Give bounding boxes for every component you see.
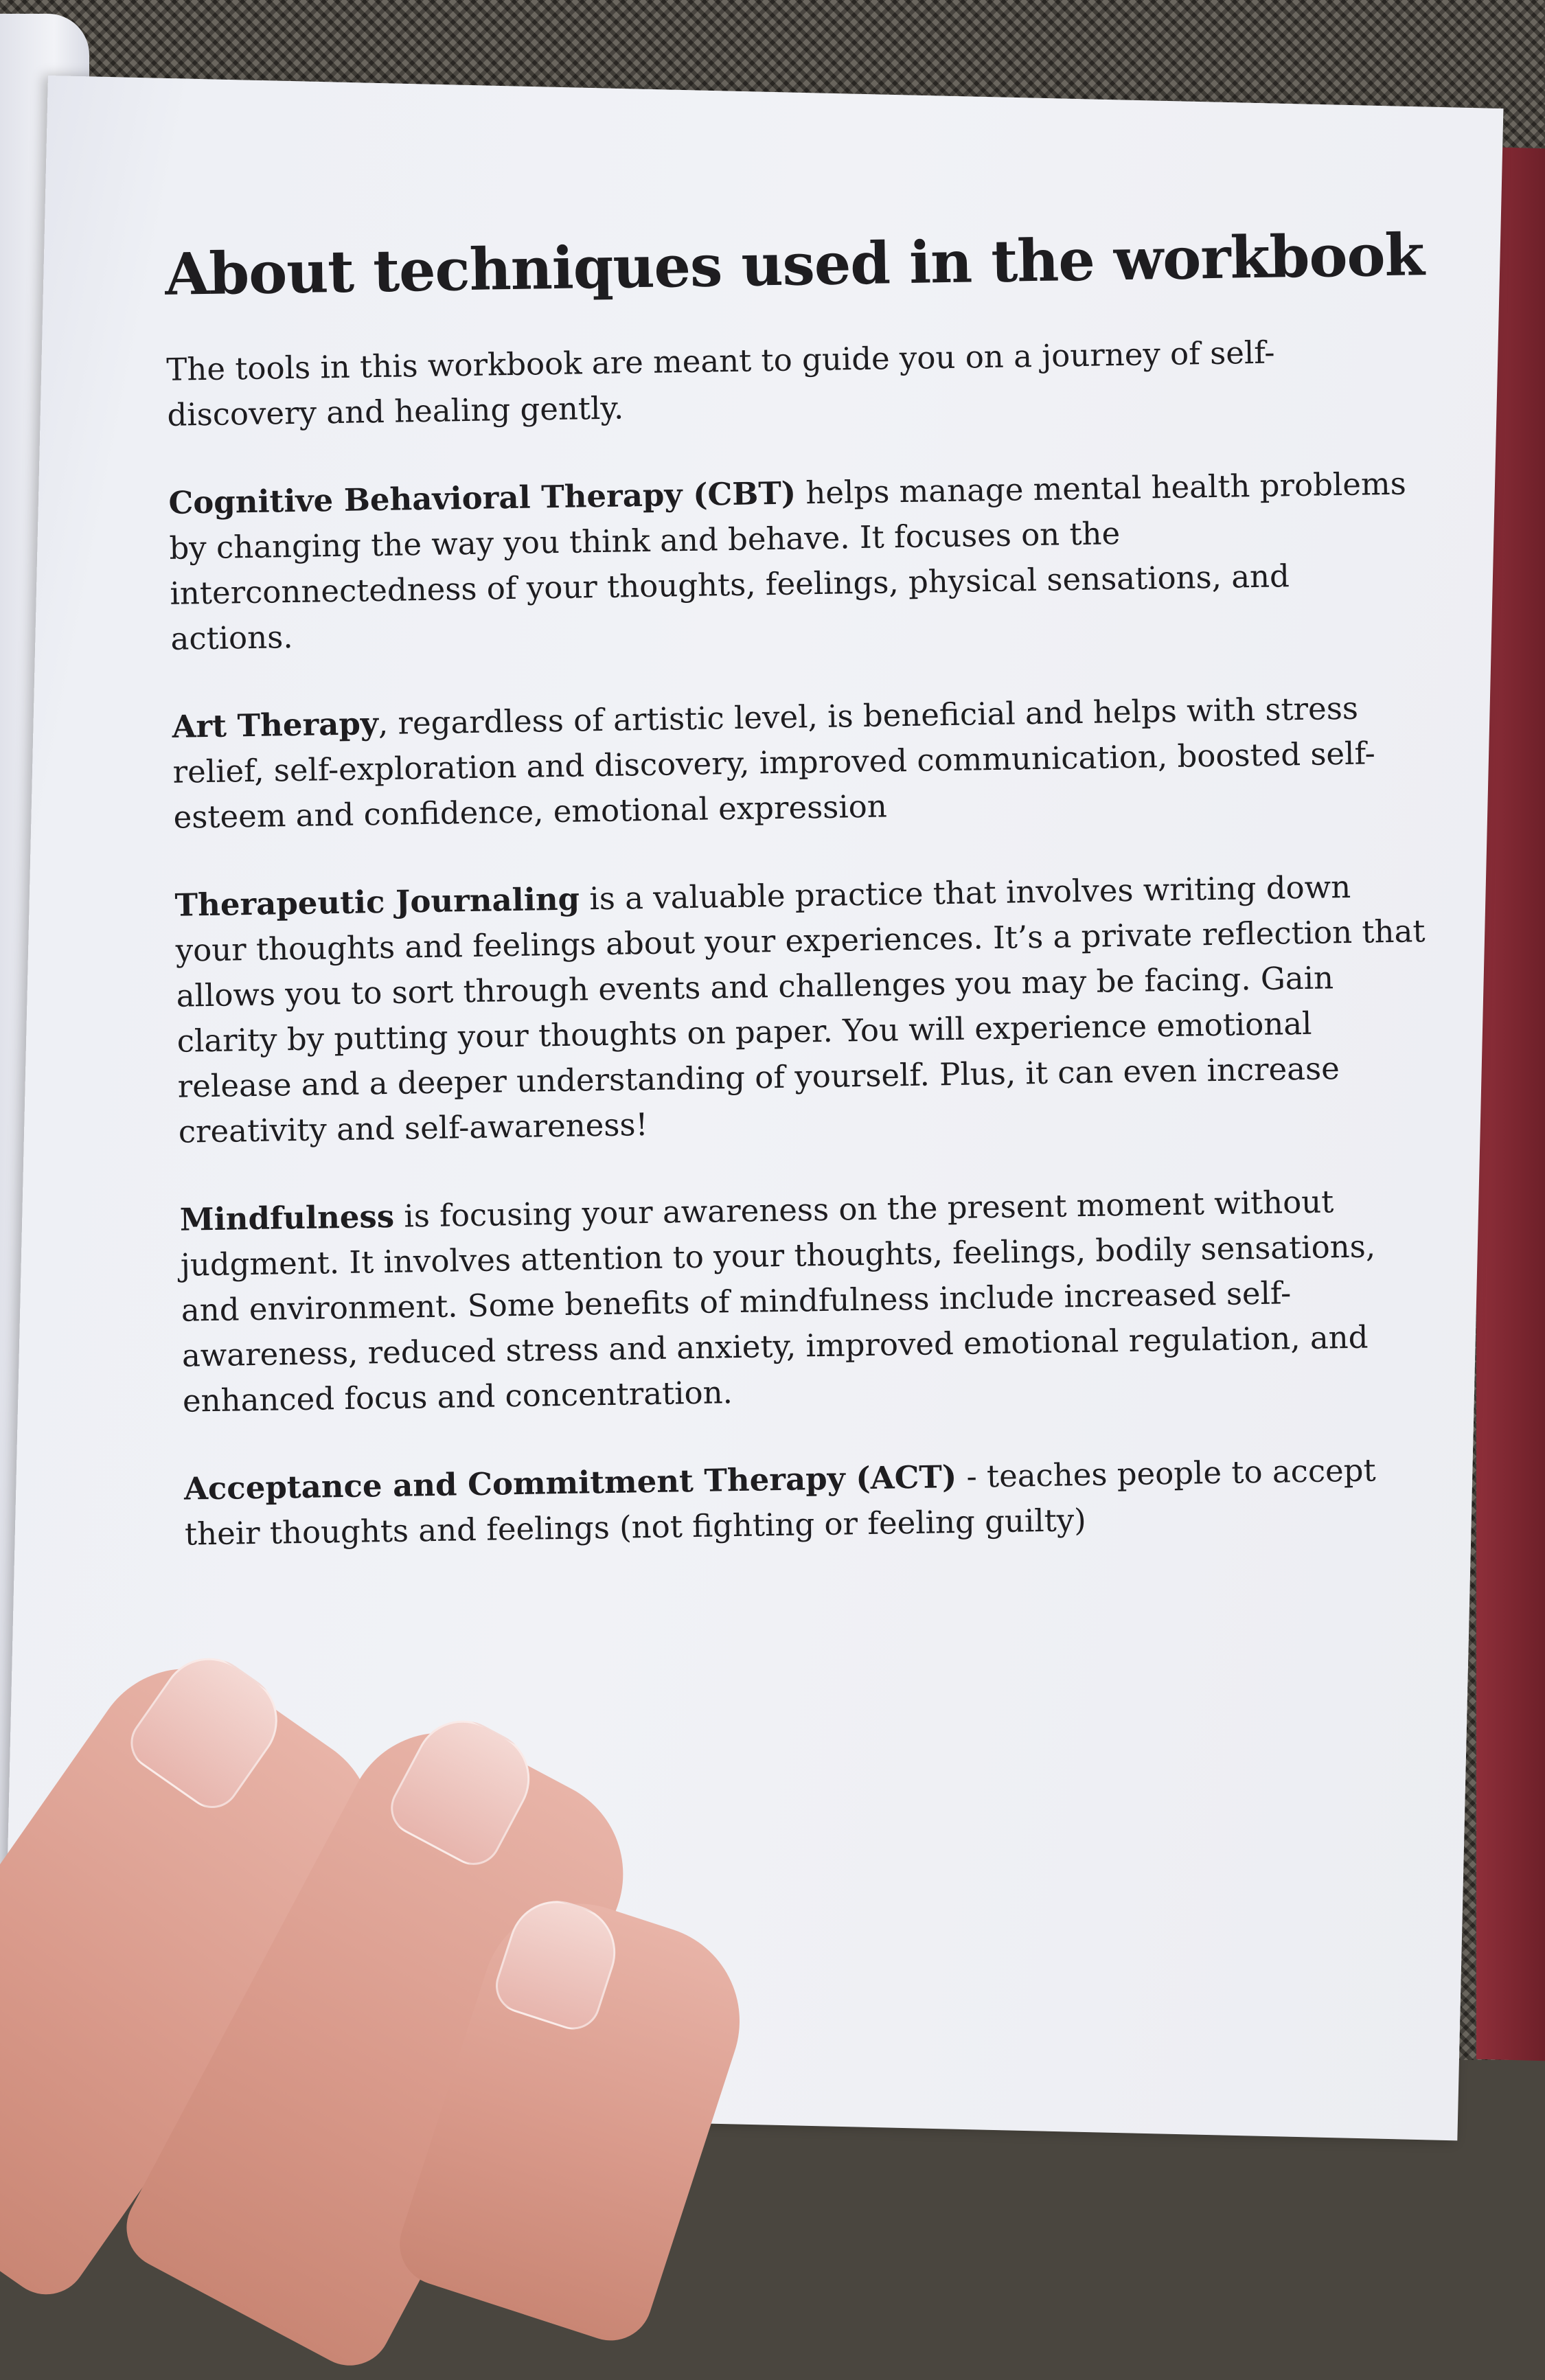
section-therapeutic-journaling — [174, 864, 1428, 1156]
section-term: Mindfulness — [179, 1198, 395, 1239]
section-text: is focusing your awareness on the present moment without judgment. It involves attention to your thoughts, feelings, bodily sensations, and environment. Some benefits of mindfulness include increased self-awareness, reduced stress and anxiety, improved emotional regulation, and enhanced focus and concentration. — [180, 1183, 1376, 1420]
section-term: Art Therapy — [172, 705, 379, 746]
section-term: Therapeutic Journaling — [174, 880, 580, 924]
section-text: , regardless of artistic level, is beneficial and helps with stress relief, self-exploration and discovery, improved communication, boosted self-esteem and confidence, emotional expression — [172, 690, 1376, 836]
page-title: About techniques used in the workbook — [164, 220, 1425, 308]
section-text: helps manage mental health problems by changing the way you think and behave. It focuses on the interconnectedness of your thoughts, feelings, physical sensations, and actions. — [169, 465, 1407, 658]
intro-paragraph: The tools in this workbook are meant to guide you on a journey of self-discovery and healing gently. — [165, 334, 1275, 434]
section-cbt — [168, 461, 1421, 663]
page-content — [164, 220, 1436, 1600]
section-mindfulness — [179, 1178, 1432, 1425]
section-term: Cognitive Behavioral Therapy (CBT) — [168, 474, 797, 522]
section-term: Acceptance and Commitment Therapy (ACT) — [183, 1458, 957, 1508]
section-act — [184, 1447, 1435, 1557]
section-text: is a valuable practice that involves writing down your thoughts and feelings about your experiences. It’s a private reflection that allows you to sort through events and challenges you may be facing. Gain clarity by putting your thoughts on paper. You will experience emotional release and a deeper understanding of yourself. Plus, it can even increase creativity and self-awareness! — [175, 869, 1426, 1151]
section-text: - teaches people to accept their thoughts and feelings (not fighting or feeling guilty) — [184, 1452, 1377, 1553]
section-art-therapy — [172, 685, 1423, 841]
